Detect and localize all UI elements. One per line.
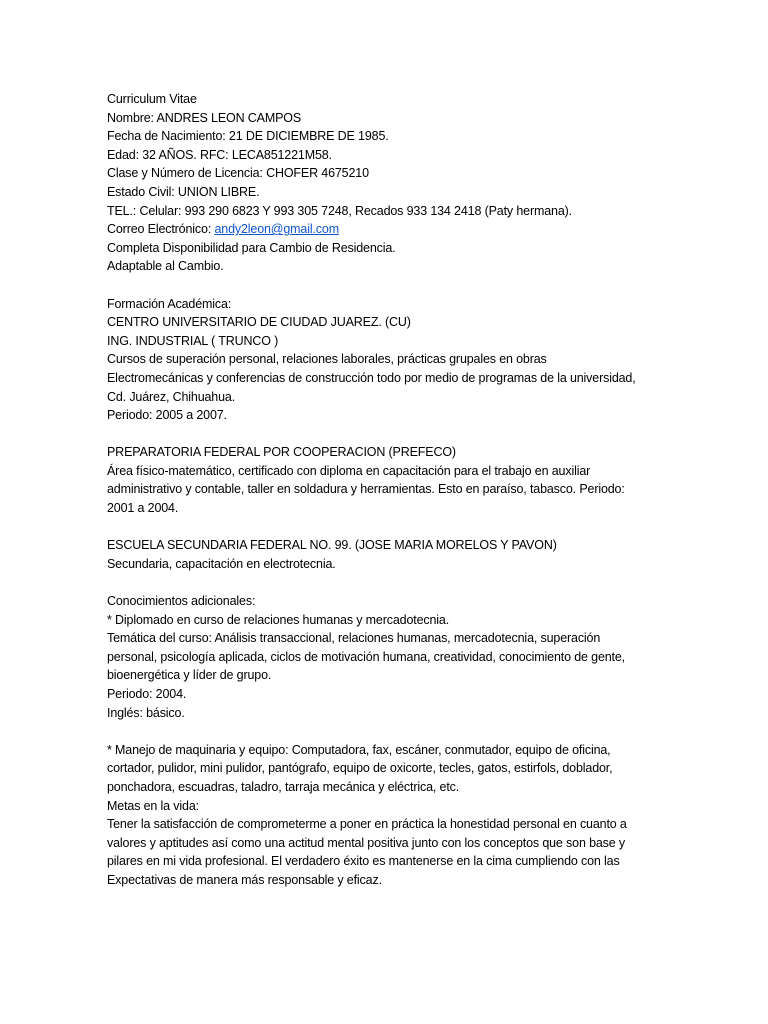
- email-label: Correo Electrónico:: [107, 222, 215, 237]
- spacer: [107, 722, 667, 741]
- document-page: [107, 90, 667, 890]
- university-name: CENTRO UNIVERSITARIO DE CIUDAD JUAREZ. (CU): [107, 315, 411, 330]
- name-line: Nombre: ANDRES LEON CAMPOS: [107, 110, 302, 125]
- phone-line: TEL.: Celular: 993 290 6823 Y 993 305 7248, Recados 933 134 2418 (Paty hermana).: [107, 203, 572, 218]
- goals-text-line: Tener la satisfacción de comprometerme a poner en práctica la honestidad personal en cuanto a: [107, 817, 627, 832]
- spacer: [107, 518, 667, 537]
- goals-heading: Metas en la vida:: [107, 798, 199, 813]
- goals-text-line: valores y aptitudes así como una actitud mental positiva junto con los conceptos que son base y: [107, 835, 626, 850]
- prepa-text-line: administrativo y contable, taller en soldadura y herramientas. Esto en paraíso, tabasco. Periodo:: [107, 482, 625, 497]
- knowledge-english: Inglés: básico.: [107, 705, 185, 720]
- spacer: [107, 573, 667, 592]
- secundaria-text-line: Secundaria, capacitación en electrotecnia.: [107, 556, 336, 571]
- equipment-text-line: * Manejo de maquinaria y equipo: Computadora, fax, escáner, conmutador, equipo de oficina,: [107, 742, 611, 757]
- adaptable-line: Adaptable al Cambio.: [107, 259, 224, 274]
- document-title: Curriculum Vitae: [107, 92, 197, 106]
- secundaria-name: ESCUELA SECUNDARIA FEDERAL NO. 99. (JOSE MARIA MORELOS Y PAVON): [107, 538, 557, 553]
- knowledge-heading: Conocimientos adicionales:: [107, 594, 256, 609]
- goals-text-line: Expectativas de manera más responsable y eficaz.: [107, 872, 382, 887]
- prepa-name: PREPARATORIA FEDERAL POR COOPERACION (PREFECO): [107, 445, 456, 460]
- goals-text-line: pilares en mi vida profesional. El verdadero éxito es mantenerse en la cima cumpliendo con las: [107, 854, 620, 869]
- age-rfc-line: Edad: 32 AÑOS. RFC: LECA851221M58.: [107, 147, 332, 162]
- knowledge-period: Periodo: 2004.: [107, 687, 187, 701]
- university-period: Periodo: 2005 a 2007.: [107, 408, 227, 423]
- knowledge-text-line: * Diplomado en curso de relaciones humanas y mercadotecnia.: [107, 612, 450, 627]
- university-degree: ING. INDUSTRIAL ( TRUNCO ): [107, 333, 279, 348]
- prepa-text-line: 2001 a 2004.: [107, 501, 179, 516]
- knowledge-text-line: Temática del curso: Análisis transaccional, relaciones humanas, mercadotecnia, superación: [107, 631, 601, 646]
- email-line: [107, 220, 667, 239]
- knowledge-text-line: personal, psicología aplicada, ciclos de motivación humana, creatividad, conocimiento de gente,: [107, 649, 626, 664]
- birth-date-line: Fecha de Nacimiento: 21 DE DICIEMBRE DE 1985.: [107, 129, 389, 144]
- prepa-text-line: Área físico-matemático, certificado con diploma en capacitación para el trabajo en auxiliar: [107, 463, 591, 478]
- civil-status-line: Estado Civil: UNION LIBRE.: [107, 184, 260, 199]
- email-link[interactable]: andy2leon@gmail.com: [214, 222, 339, 237]
- university-text-line: Cursos de superación personal, relaciones laborales, prácticas grupales en obras: [107, 352, 547, 367]
- license-line: Clase y Número de Licencia: CHOFER 4675210: [107, 166, 369, 181]
- spacer: [107, 276, 667, 295]
- university-text-line: Electromecánicas y conferencias de construcción todo por medio de programas de la universidad,: [107, 370, 636, 385]
- education-heading: Formación Académica:: [107, 296, 232, 311]
- spacer: [107, 425, 667, 444]
- knowledge-text-line: bioenergética y líder de grupo.: [107, 668, 272, 683]
- equipment-text-line: cortador, pulidor, mini pulidor, pantógrafo, equipo de oxicorte, tecles, gatos, estirfols, doblador,: [107, 761, 613, 776]
- university-text-line: Cd. Juárez, Chihuahua.: [107, 389, 236, 404]
- equipment-text-line: ponchadora, escuadras, taladro, tarraja mecánica y eléctrica, etc.: [107, 779, 460, 794]
- availability-line: Completa Disponibilidad para Cambio de Residencia.: [107, 240, 396, 255]
